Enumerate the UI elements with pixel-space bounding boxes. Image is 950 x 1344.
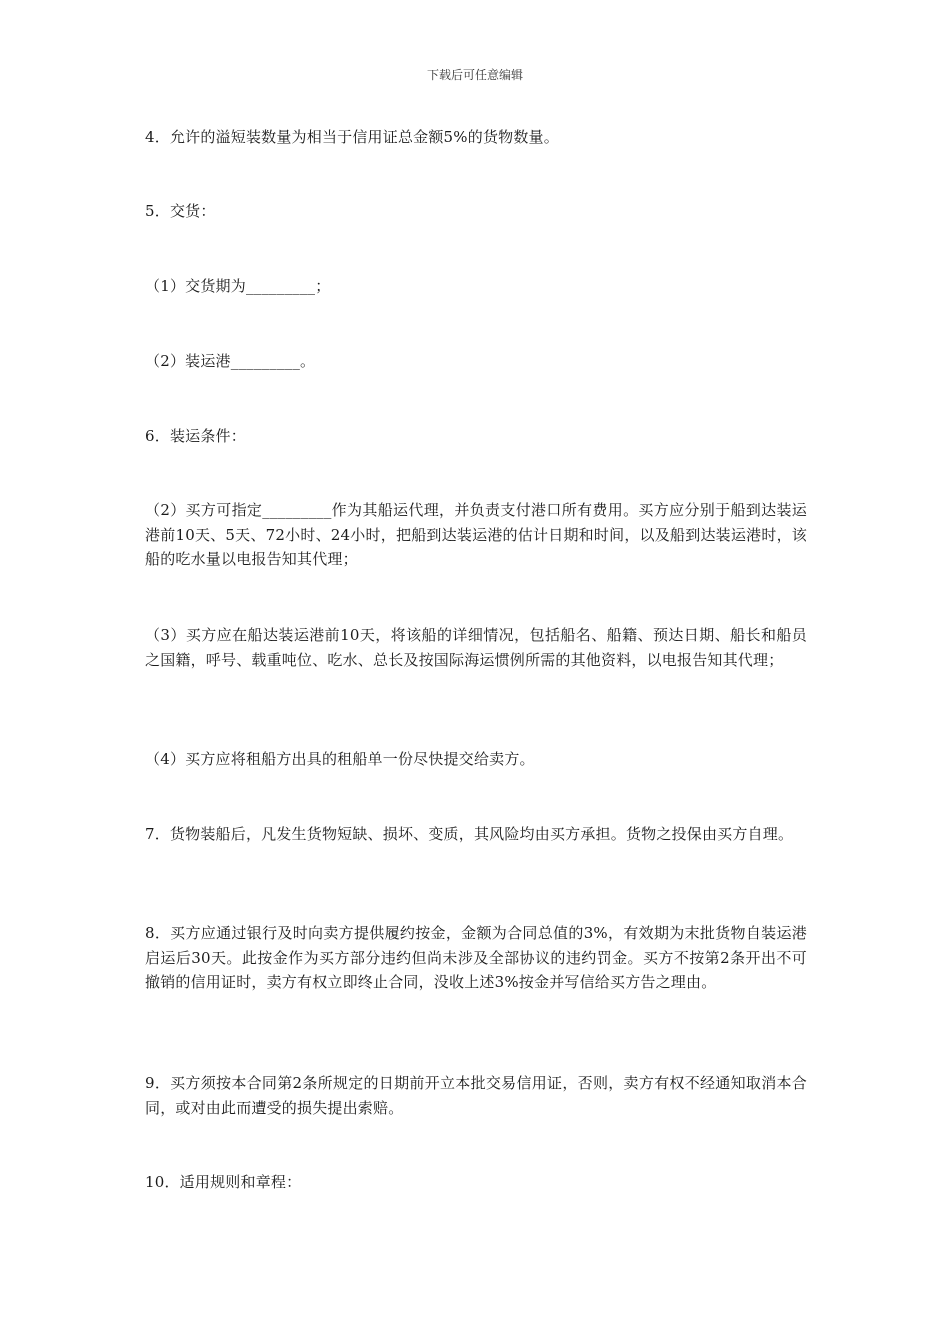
clause-6-3: （3）买方应在船达装运港前10天，将该船的详细情况，包括船名、船籍、预达日期、船长和船员之国籍，呼号、载重吨位、吃水、总长及按国际海运惯例所需的其他资料，以电报告知其代理； <box>145 626 807 669</box>
clause-10-heading: 10．适用规则和章程： <box>145 1173 302 1191</box>
clause-8: 8．买方应通过银行及时向卖方提供履约按金，金额为合同总值的3%，有效期为末批货物自装运港启运后30天。此按金作为买方部分违约但尚未涉及全部协议的违约罚金。买方不按第2条开出不可撤销的信用证时，卖方有权立即终止合同，没收上述3%按金并写信给买方告之理由。 <box>145 924 807 991</box>
clause-9: 9．买方须按本合同第2条所规定的日期前开立本批交易信用证，否则，卖方有权不经通知取消本合同，或对由此而遭受的损失提出索赔。 <box>145 1074 807 1117</box>
clause-5-2: （2）装运港_________。 <box>145 352 316 370</box>
clause-7: 7．货物装船后，凡发生货物短缺、损坏、变质，其风险均由买方承担。货物之投保由买方自理。 <box>145 825 794 843</box>
clause-6-heading: 6．装运条件： <box>145 427 246 445</box>
clause-6-4: （4）买方应将租船方出具的租船单一份尽快提交给卖方。 <box>145 750 535 768</box>
clause-5-heading: 5．交货： <box>145 202 216 220</box>
clause-6-2: （2）买方可指定_________作为其船运代理，并负责支付港口所有费用。买方应分别于船到达装运港前10天、5天、72小时、24小时，把船到达装运港的估计日期和时间，以及船到达装运港时，该船的吃水量以电报告知其代理； <box>145 501 807 568</box>
page-header: 下载后可任意编辑 <box>426 68 523 82</box>
clause-4: 4．允许的溢短装数量为相当于信用证总金额5%的货物数量。 <box>145 128 559 146</box>
clause-5-1: （1）交货期为_________； <box>145 277 331 295</box>
